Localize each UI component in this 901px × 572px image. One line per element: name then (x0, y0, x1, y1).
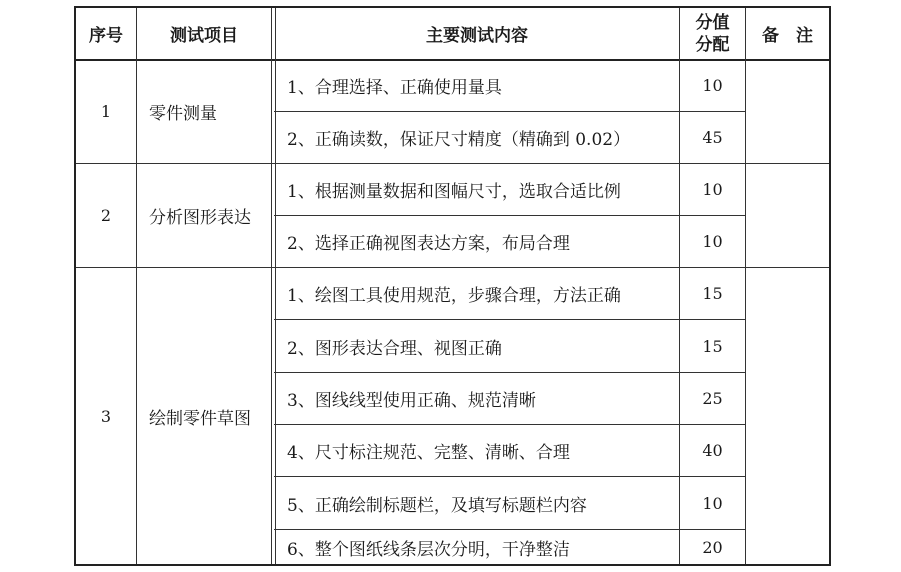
group-item: 零件测量 (149, 104, 217, 124)
group-seq: 3 (100, 406, 112, 426)
header-score (680, 8, 745, 59)
header-score-line1: 分值 (695, 12, 730, 33)
col-divider (745, 8, 746, 564)
row-score: 15 (702, 284, 723, 303)
group-seq: 1 (100, 102, 112, 121)
row-score: 15 (702, 336, 723, 356)
row-score: 45 (702, 128, 723, 147)
row-score: 25 (702, 389, 723, 408)
row-score: 10 (702, 76, 723, 95)
row-score: 10 (702, 232, 723, 251)
row-content: 1、根据测量数据和图幅尺寸，选取合适比例 (287, 182, 621, 202)
row-content: 2、正确读数，保证尺寸精度（精确到 0.02） (287, 130, 631, 150)
row-score: 10 (702, 180, 723, 199)
row-content: 1、合理选择、正确使用量具 (287, 78, 502, 98)
scoring-table (74, 6, 831, 566)
header-seq: 序号 (89, 26, 123, 46)
row-score: 40 (702, 441, 723, 460)
row-content: 2、图形表达合理、视图正确 (287, 338, 502, 359)
header-content: 主要测试内容 (426, 26, 528, 46)
row-score: 20 (702, 537, 723, 557)
row-content: 2、选择正确视图表达方案，布局合理 (287, 234, 570, 254)
row-content: 6、整个图纸线条层次分明，干净整洁 (287, 539, 570, 560)
header-item: 测试项目 (170, 26, 238, 46)
row-content: 4、尺寸标注规范、完整、清晰、合理 (287, 443, 570, 463)
row-content: 5、正确绘制标题栏，及填写标题栏内容 (287, 495, 587, 516)
group-seq: 2 (100, 206, 112, 225)
row-content: 3、图线线型使用正确、规范清晰 (287, 391, 536, 411)
group-item: 绘制零件草图 (149, 408, 251, 429)
header-score-line2: 分配 (695, 34, 730, 55)
header-remark: 备 注 (762, 26, 813, 46)
row-score: 10 (702, 493, 723, 513)
row-content: 1、绘图工具使用规范，步骤合理，方法正确 (287, 286, 621, 306)
group-item: 分析图形表达 (149, 208, 251, 228)
